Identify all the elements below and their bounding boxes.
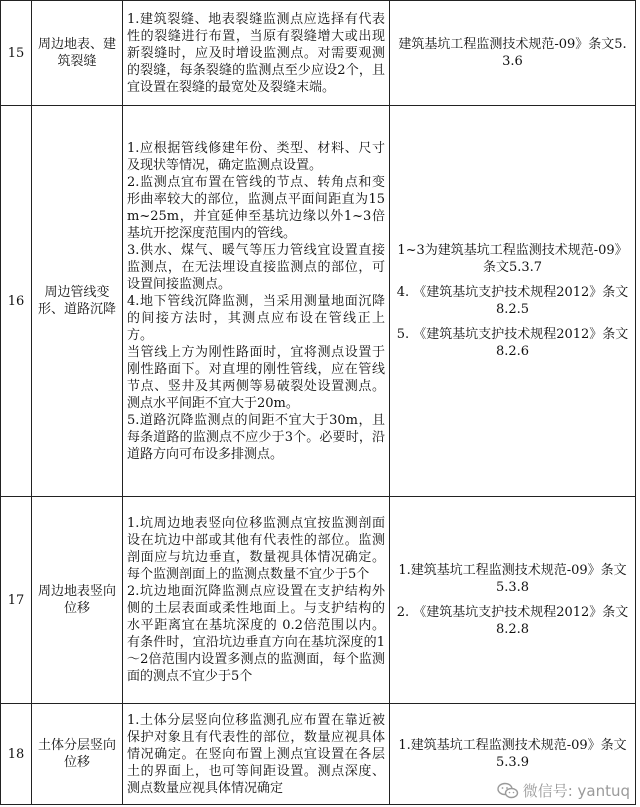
requirement-text: 1.应根据管线修建年份、类型、材料、尺寸及现状等情况，确定监测点设置。 xyxy=(127,140,385,173)
layout-requirements xyxy=(123,704,390,805)
requirement-text: 5.道路沉降监测点的间距不宜大于30m，且每条道路的监测点不应少于3个。必要时，沿道路方向可布设多排测点。 xyxy=(127,412,385,462)
layout-requirements xyxy=(123,1,390,106)
requirement-text: 2.监测点宜布置在管线的节点、转角点和变形曲率较大的部位，监测点平面间距直为15m~25m，并宜延伸至基坑边缘以外1~3倍基坑开挖深度范围内的管线。 xyxy=(127,174,385,241)
row-number: 16 xyxy=(1,106,32,497)
table-row xyxy=(1,106,636,497)
row-number: 15 xyxy=(1,1,32,106)
code-reference xyxy=(390,1,636,106)
requirement-text: 1.建筑裂缝、地表裂缝监测点应选择有代表性的裂缝进行布置，当原有裂缝增大或出现新裂缝时，应及时增设监测点。对需要观测的裂缝，每条裂缝的监测点至少应设2个，且宜设置在裂缝的最宽处及裂缝末端。 xyxy=(127,11,385,95)
reference-text: 建筑基坑工程监测技术规范-09》条文5.3.6 xyxy=(398,37,627,69)
reference-text: 2. 《建筑基坑支护技术规程2012》条文8.2.8 xyxy=(396,605,629,637)
requirement-text: 4.地下管线沉降监测，当采用测量地面沉降的间接方法时，其测点应布设在管线正上方。 xyxy=(127,293,385,343)
row-number: 18 xyxy=(1,704,32,805)
reference-text: 1~3为建筑基坑工程监测技术规范-09》 条文5.3.7 xyxy=(397,243,628,275)
table-row xyxy=(1,497,636,704)
code-reference xyxy=(390,106,636,497)
reference-text: 1.建筑基坑工程监测技术规范-09》条文5.3.9 xyxy=(398,738,627,770)
requirement-text: 3.供水、煤气、暖气等压力管线宜设置直接监测点，在无法埋设直接监测点的部位，可设置间接监测点。 xyxy=(127,242,385,292)
requirement-text: 1.坑周边地表竖向位移监测点宜按监测剖面设在坑边中部或其他有代表性的部位。监测剖面应与坑边垂直，数量视具体情况确定。每个监测剖面上的监测点数量不宜少于5个 xyxy=(127,516,385,582)
reference-text: 5. 《建筑基坑支护技术规程2012》条文8.2.6 xyxy=(396,327,629,359)
requirement-text: 2.坑边地面沉降监测点应设置在支护结构外侧的土层表面或柔性地面上。与支护结构的水平距离宜在基坑深度的 0.2倍范围以内。有条件时，宜沿坑边垂直方向在基坑深度的1～2倍范围内设置多测点的监测面，每个监测面的测点不宜少于5个 xyxy=(127,584,385,684)
layout-requirements xyxy=(123,497,390,704)
table-row xyxy=(1,1,636,106)
monitoring-item: 土体分层竖向位移 xyxy=(32,704,123,805)
requirement-text: 当管线上方为刚性路面时，宜将测点设置于刚性路面下。对直埋的刚性管线，应在管线节点、竖井及其两侧等易破裂处设置测点。测点水平间距不宜大于20m。 xyxy=(127,344,385,411)
row-number: 17 xyxy=(1,497,32,704)
watermark-text: 微信号: yantuq xyxy=(522,782,630,800)
wechat-watermark xyxy=(497,780,630,801)
wechat-icon xyxy=(497,782,519,800)
layout-requirements xyxy=(123,106,390,497)
monitoring-item: 周边地表竖向位移 xyxy=(32,497,123,704)
monitoring-item: 周边地表、建筑裂缝 xyxy=(32,1,123,106)
reference-text: 4. 《建筑基坑支护技术规程2012》条文8.2.5 xyxy=(396,285,629,317)
reference-text: 1.建筑基坑工程监测技术规范-09》条文5.3.8 xyxy=(398,563,627,595)
code-reference xyxy=(390,497,636,704)
monitoring-item: 周边管线变形、道路沉降 xyxy=(32,106,123,497)
requirement-text: 1.土体分层竖向位移监测孔应布置在靠近被保护对象且有代表性的部位，数量应视具体情况确定。在竖向布置上测点宜设置在各层土的界面上，也可等间距设置。测点深度、测点数量应视具体情况确定 xyxy=(127,712,385,796)
